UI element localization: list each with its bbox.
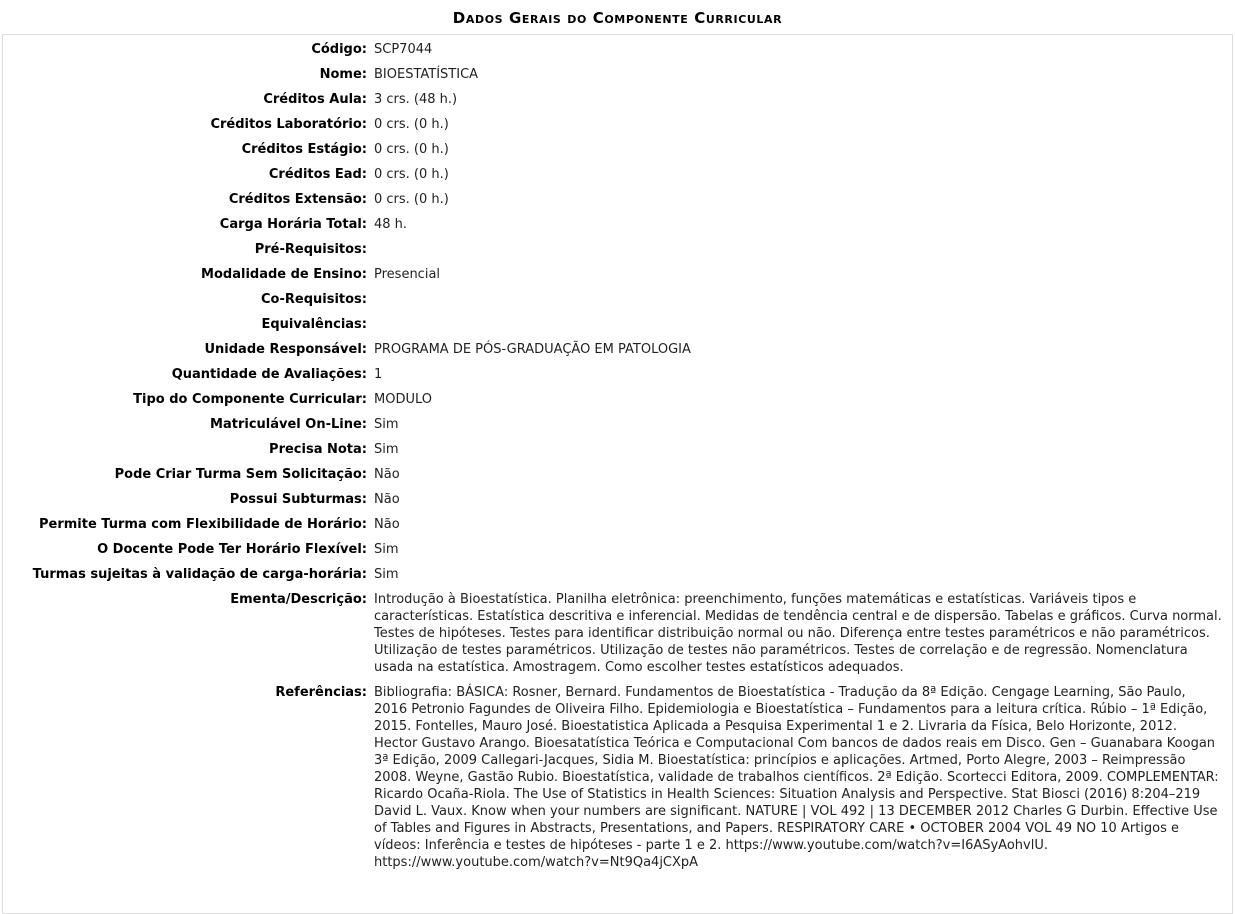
field-label-equivalencias: Equivalências: [261,317,367,332]
field-row-modalidade-de-ensino [3,262,1232,287]
field-value-creditos-extensao: 0 crs. (0 h.) [374,192,449,207]
field-value-equivalencias [367,312,1232,337]
field-label-o-docente-pode-ter-horario-flexivel: O Docente Pode Ter Horário Flexível: [97,542,367,557]
field-label-pre-requisitos: Pré-Requisitos: [254,242,367,257]
field-row-pode-criar-turma-sem-solicitacao [3,462,1232,487]
field-label-co-requisitos: Co-Requisitos: [261,292,367,307]
field-row-quantidade-de-avaliacoes [3,362,1232,387]
field-value-ementa-descricao: Introdução à Bioestatística. Planilha eletrônica: preenchimento, funções matemáticas e estatísticas. Variáveis tipos e características. Estatística descritiva e inferencial. Medidas de tendência central e de dispersão. Tabelas e gráficos. Curva normal. Testes de hipóteses. Testes para identificar distribuição normal ou não. Diferença entre testes paramétricos e não paramétricos. Utilização de testes paramétricos. Utilização de testes não paramétricos. Testes de correlação e de regressão. Nomenclatura usada na estatística. Amostragem. Como escolher testes estatísticos adequados. [374,592,1222,675]
field-value-creditos-aula: 3 crs. (48 h.) [374,92,458,107]
field-value-creditos-laboratorio: 0 crs. (0 h.) [374,117,449,132]
field-row-matriculavel-on-line [3,412,1232,437]
field-label-possui-subturmas: Possui Subturmas: [229,492,367,507]
field-row-creditos-aula [3,87,1232,112]
field-label-carga-horaria-total: Carga Horária Total: [219,217,367,232]
field-row-precisa-nota [3,437,1232,462]
field-label-creditos-laboratorio: Créditos Laboratório: [210,117,367,132]
field-value-referencias: Bibliografia: BÁSICA: Rosner, Bernard. Fundamentos de Bioestatística - Tradução da 8ª Edição. Cengage Learning, São Paulo, 2016 Petronio Fagundes de Oliveira Filho. Epidemiologia e Bioestatística – Fundamentos para a leitura crítica. Rúbio – 1ª Edição, 2015. Fontelles, Mauro José. Bioestatistica Aplicada a Pesquisa Experimental 1 e 2. Livraria da Física, Belo Horizonte, 2012. Hector Gustavo Arango. Bioesatatística Teórica e Computacional Com bancos de dados reais em Disco. Gen – Guanabara Koogan 3ª Edição, 2009 Callegari-Jacques, Sidia M. Bioestatística: princípios e aplicações. Artmed, Porto Alegre, 2003 – Reimpressão 2008. Weyne, Gastão Rubio. Bioestatística, validade de trabalhos científicos. 2ª Edição. Scortecci Editora, 2009. COMPLEMENTAR: Ricardo Ocaña-Riola. The Use of Statistics in Health Sciences: Situation Analysis and Perspective. Stat Biosci (2016) 8:204–219 David L. Vaux. Know when your numbers are significant. NATURE | VOL 492 | 13 DECEMBER 2012 Charles G Durbin. Effective Use of Tables and Figures in Abstracts, Presentations, and Papers. RESPIRATORY CARE • OCTOBER 2004 VOL 49 NO 10 Artigos e vídeos: Inferência e testes de hipóteses - parte 1 e 2. https://www.youtube.com/watch?v=I6ASyAohvlU. https://www.youtube.com/watch?v=Nt9Qa4jCXpA [374,685,1219,870]
field-row-permite-turma-com-flexibilidade-de-horario [3,512,1232,537]
field-value-nome: BIOESTATÍSTICA [374,67,479,82]
page-title: Dados Gerais do Componente Curricular [452,9,783,27]
field-value-codigo: SCP7044 [374,42,433,57]
field-value-permite-turma-com-flexibilidade-de-horario: Não [374,517,400,532]
field-value-unidade-responsavel: PROGRAMA DE PÓS-GRADUAÇÃO EM PATOLOGIA [374,342,691,357]
field-value-co-requisitos [367,287,1232,312]
field-label-tipo-do-componente-curricular: Tipo do Componente Curricular: [133,392,367,407]
component-data-panel [2,34,1233,914]
field-row-unidade-responsavel [3,337,1232,362]
field-value-creditos-estagio: 0 crs. (0 h.) [374,142,449,157]
field-label-pode-criar-turma-sem-solicitacao: Pode Criar Turma Sem Solicitação: [114,467,367,482]
field-row-referencias [3,680,1232,875]
field-label-creditos-ead: Créditos Ead: [268,167,367,182]
field-label-unidade-responsavel: Unidade Responsável: [204,342,367,357]
field-value-pre-requisitos [367,237,1232,262]
field-value-possui-subturmas: Não [374,492,400,507]
field-label-turmas-sujeitas-a-validacao-de-carga-horaria: Turmas sujeitas à validação de carga-horária: [32,567,367,582]
field-value-matriculavel-on-line: Sim [374,417,399,432]
field-row-ementa-descricao [3,587,1232,680]
field-label-creditos-estagio: Créditos Estágio: [241,142,367,157]
field-value-pode-criar-turma-sem-solicitacao: Não [374,467,400,482]
field-row-pre-requisitos [3,237,1232,262]
field-label-quantidade-de-avaliacoes: Quantidade de Avaliações: [171,367,367,382]
field-label-creditos-extensao: Créditos Extensão: [228,192,367,207]
field-row-codigo [3,37,1232,62]
field-row-nome [3,62,1232,87]
field-value-tipo-do-componente-curricular: MODULO [374,392,432,407]
field-label-permite-turma-com-flexibilidade-de-horario: Permite Turma com Flexibilidade de Horário: [38,517,367,532]
field-row-possui-subturmas [3,487,1232,512]
field-label-ementa-descricao: Ementa/Descrição: [230,592,367,607]
field-label-nome: Nome: [319,67,367,82]
field-label-matriculavel-on-line: Matriculável On-Line: [210,417,367,432]
field-row-creditos-extensao [3,187,1232,212]
field-label-codigo: Código: [311,42,367,57]
field-label-modalidade-de-ensino: Modalidade de Ensino: [201,267,367,282]
field-value-o-docente-pode-ter-horario-flexivel: Sim [374,542,399,557]
field-row-co-requisitos [3,287,1232,312]
field-label-referencias: Referências: [275,685,367,700]
field-row-equivalencias [3,312,1232,337]
field-value-carga-horaria-total: 48 h. [374,217,408,232]
field-row-turmas-sujeitas-a-validacao-de-carga-horaria [3,562,1232,587]
field-row-tipo-do-componente-curricular [3,387,1232,412]
field-row-carga-horaria-total [3,212,1232,237]
field-value-modalidade-de-ensino: Presencial [374,267,441,282]
field-label-creditos-aula: Créditos Aula: [263,92,367,107]
field-label-precisa-nota: Precisa Nota: [269,442,367,457]
field-row-creditos-ead [3,162,1232,187]
field-value-precisa-nota: Sim [374,442,399,457]
field-value-quantidade-de-avaliacoes: 1 [374,367,383,382]
field-row-o-docente-pode-ter-horario-flexivel [3,537,1232,562]
field-row-creditos-estagio [3,137,1232,162]
field-value-creditos-ead: 0 crs. (0 h.) [374,167,449,182]
field-value-turmas-sujeitas-a-validacao-de-carga-horaria: Sim [374,567,399,582]
fields-body [3,37,1232,875]
field-row-creditos-laboratorio [3,112,1232,137]
component-data-table [3,37,1232,875]
